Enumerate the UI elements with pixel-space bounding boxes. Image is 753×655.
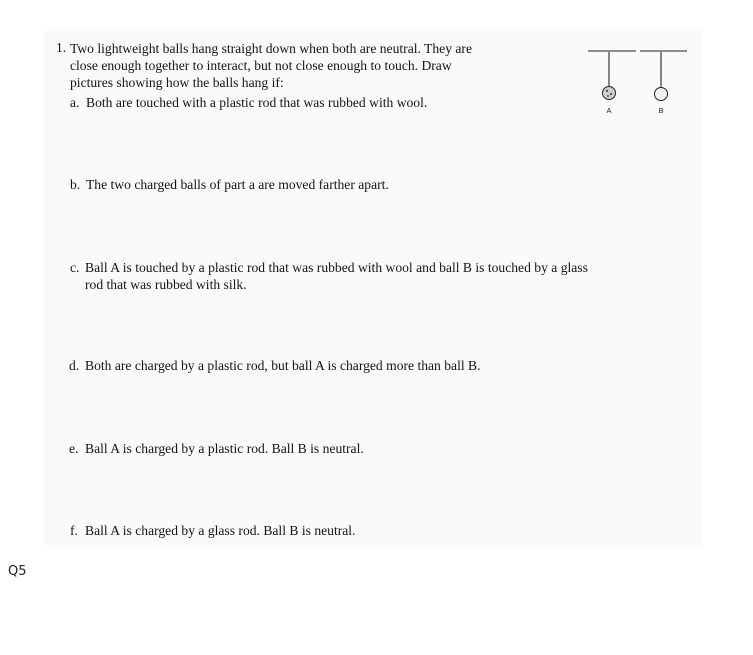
part-c-text-line-2: rod that was rubbed with silk. — [85, 277, 247, 292]
part-d-text: Both are charged by a plastic rod, but ball A is charged more than ball B. — [85, 358, 481, 373]
part-a-label: a. — [70, 95, 80, 110]
part-d-label: d. — [69, 358, 80, 373]
intro-line-2: close enough together to interact, but not close enough to touch. Draw — [70, 58, 452, 73]
part-c-text-line-1: Ball A is touched by a plastic rod that was rubbed with wool and ball B is touched by a glass — [85, 260, 588, 275]
part-c-label: c. — [70, 260, 80, 275]
part-a-text: Both are touched with a plastic rod that was rubbed with wool. — [86, 95, 428, 110]
intro-line-3: pictures showing how the balls hang if: — [70, 75, 284, 90]
question-tag: Q5 — [8, 564, 27, 579]
part-f-text: Ball A is charged by a glass rod. Ball B is neutral. — [85, 523, 356, 538]
part-e-text: Ball A is charged by a plastic rod. Ball B is neutral. — [85, 441, 364, 456]
ball-b — [655, 88, 668, 101]
ball-b-label: B — [658, 106, 664, 115]
intro-line-1: Two lightweight balls hang straight down when both are neutral. They are — [70, 41, 472, 56]
part-f-label: f. — [70, 523, 78, 538]
question-number: 1. — [56, 40, 67, 55]
ball-a-label: A — [606, 106, 612, 115]
hanging-balls-diagram — [586, 45, 690, 125]
part-b-label: b. — [70, 177, 81, 192]
part-b-text: The two charged balls of part a are moved farther apart. — [86, 177, 389, 192]
ball-a — [603, 87, 616, 100]
part-e-label: e. — [69, 441, 79, 456]
